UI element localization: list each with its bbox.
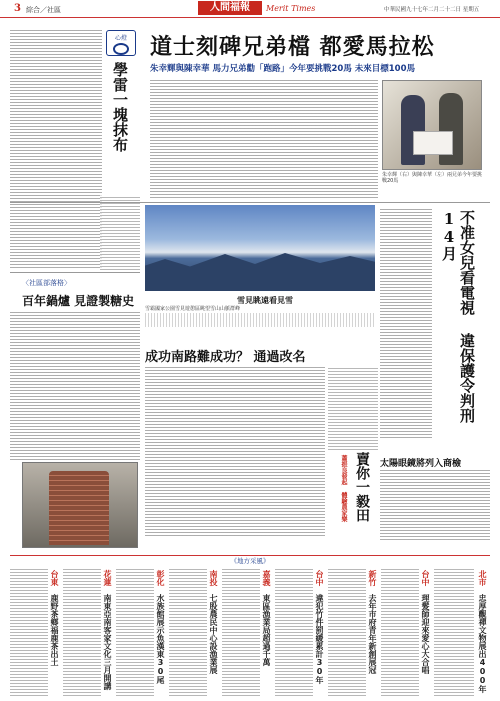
column-badge	[106, 30, 136, 56]
brief-region: 台中	[315, 570, 324, 586]
brief-title	[367, 570, 378, 696]
brief-body	[169, 568, 207, 696]
list-item	[169, 568, 221, 696]
badge-label: 心燈	[114, 35, 127, 42]
list-item	[10, 568, 62, 696]
brief-title	[49, 570, 60, 696]
section-label: 綜合／社區	[26, 6, 61, 14]
masthead-en: Merit Times	[266, 4, 316, 13]
brief-body	[328, 568, 366, 696]
feature-vertical-sub: 蕭振良發起 體驗農家樂	[340, 455, 347, 522]
brief-title	[420, 570, 431, 696]
photo-certificate	[413, 131, 453, 155]
brief-body	[116, 568, 154, 696]
list-item	[275, 568, 327, 696]
brief-headline: 東區漁業局超過千萬	[262, 594, 271, 666]
lead-body-text	[150, 80, 378, 198]
brief-region: 嘉義	[262, 570, 271, 586]
brief-headline: 去年市府青年新創展冠	[368, 594, 377, 674]
horizontal-rule	[10, 272, 140, 273]
feature-body	[145, 366, 325, 536]
list-item	[434, 568, 490, 696]
brief-region: 台中	[421, 570, 430, 586]
brief-headline: 水族館展示魚漢東30尾	[156, 594, 165, 684]
brief-headline: 七股農民中心設漁業展	[209, 594, 218, 674]
commentary-body	[10, 312, 140, 460]
feature-vertical-title: 賣你一毅田	[354, 452, 370, 522]
commentary-header: 〈社區部落格〉	[22, 279, 71, 287]
brief-region: 新竹	[368, 570, 377, 586]
brief-title	[155, 570, 166, 696]
list-item	[328, 568, 380, 696]
landscape-caption-body: 雪霸國家公園雪見遊憩區眺望雪山山脈群峰	[145, 306, 241, 312]
brief-region: 北市	[478, 570, 487, 586]
brief-region: 花蓮	[103, 570, 112, 586]
brief-body	[381, 568, 419, 696]
brief-region: 台東	[50, 570, 59, 586]
commentary-title: 百年鍋爐 見證製糖史	[22, 294, 135, 308]
brief-body	[10, 568, 48, 696]
landscape-caption-lines	[145, 313, 375, 327]
brief-headline: 理髮師迎來愛心大合唱	[421, 594, 430, 674]
masthead-logo	[198, 1, 262, 15]
commentary-header-label: 社區部落格	[29, 279, 64, 287]
brief-region: 彰化	[156, 570, 165, 586]
feature-side-body	[328, 366, 378, 450]
brief-title	[477, 570, 488, 696]
feature-title: 成功南路難成功？ 通過改名	[145, 350, 306, 365]
brief-headline: 南東亞南客家文化三月開講	[103, 594, 112, 690]
landscape-caption: 雪見眺遠看見雪	[237, 296, 293, 305]
page-header	[0, 0, 500, 18]
horizontal-rule	[10, 202, 490, 203]
lead-photo	[382, 80, 482, 170]
lead-subhead: 朱幸輝與陳幸華 馬力兄弟勸「跑路」今年要挑戰20馬 未來目標100馬	[150, 64, 415, 74]
list-item	[116, 568, 168, 696]
brief-title	[208, 570, 219, 696]
brief-title	[314, 570, 325, 696]
bottom-briefs	[10, 568, 490, 696]
right-brief-title: 太陽眼鏡將列入商檢	[380, 459, 462, 469]
brief-region: 南投	[209, 570, 218, 586]
lead-photo-caption: 朱幸輝（右）與陳幸華（左）兩兄弟今年要挑戰20馬	[382, 172, 483, 184]
brief-body	[275, 568, 313, 696]
column-body	[100, 195, 140, 270]
page-number: 3	[14, 3, 21, 14]
lamp-icon	[113, 43, 129, 55]
mountain-ridge	[145, 249, 375, 291]
brick-kiln	[49, 471, 109, 545]
factory-photo	[22, 462, 138, 548]
brief-title	[261, 570, 272, 696]
list-item	[63, 568, 115, 696]
body-text-block	[10, 30, 102, 268]
lead-headline: 道士刻碑兄弟檔 都愛馬拉松	[150, 34, 435, 60]
right-brief-body	[380, 470, 490, 540]
section-band: 《地方采風》	[230, 557, 270, 565]
right-story-title: 不准女兒看電視 違保護令判刑14月	[440, 210, 476, 423]
brief-body	[222, 568, 260, 696]
left-text-column	[10, 30, 102, 270]
issue-date: 中華民國九十七年二月二十二日 星期五	[384, 7, 480, 13]
brief-headline: 忠厚觀禪文物展出400年	[478, 594, 487, 693]
column-title: 學雷一塊抹布	[111, 62, 129, 152]
brief-body	[434, 568, 474, 696]
masthead-text: 人間福報	[210, 2, 250, 13]
brief-headline: 違犯竹件罰緩累計30年	[315, 594, 324, 684]
list-item	[381, 568, 433, 696]
list-item	[222, 568, 274, 696]
brief-body	[63, 568, 101, 696]
section-band-label: 地方采風	[237, 557, 263, 565]
brief-title	[102, 570, 113, 696]
right-story-body	[380, 208, 432, 438]
brief-headline: 鹿野茶鄉福鹿茶出土	[50, 594, 59, 666]
landscape-photo	[145, 205, 375, 291]
